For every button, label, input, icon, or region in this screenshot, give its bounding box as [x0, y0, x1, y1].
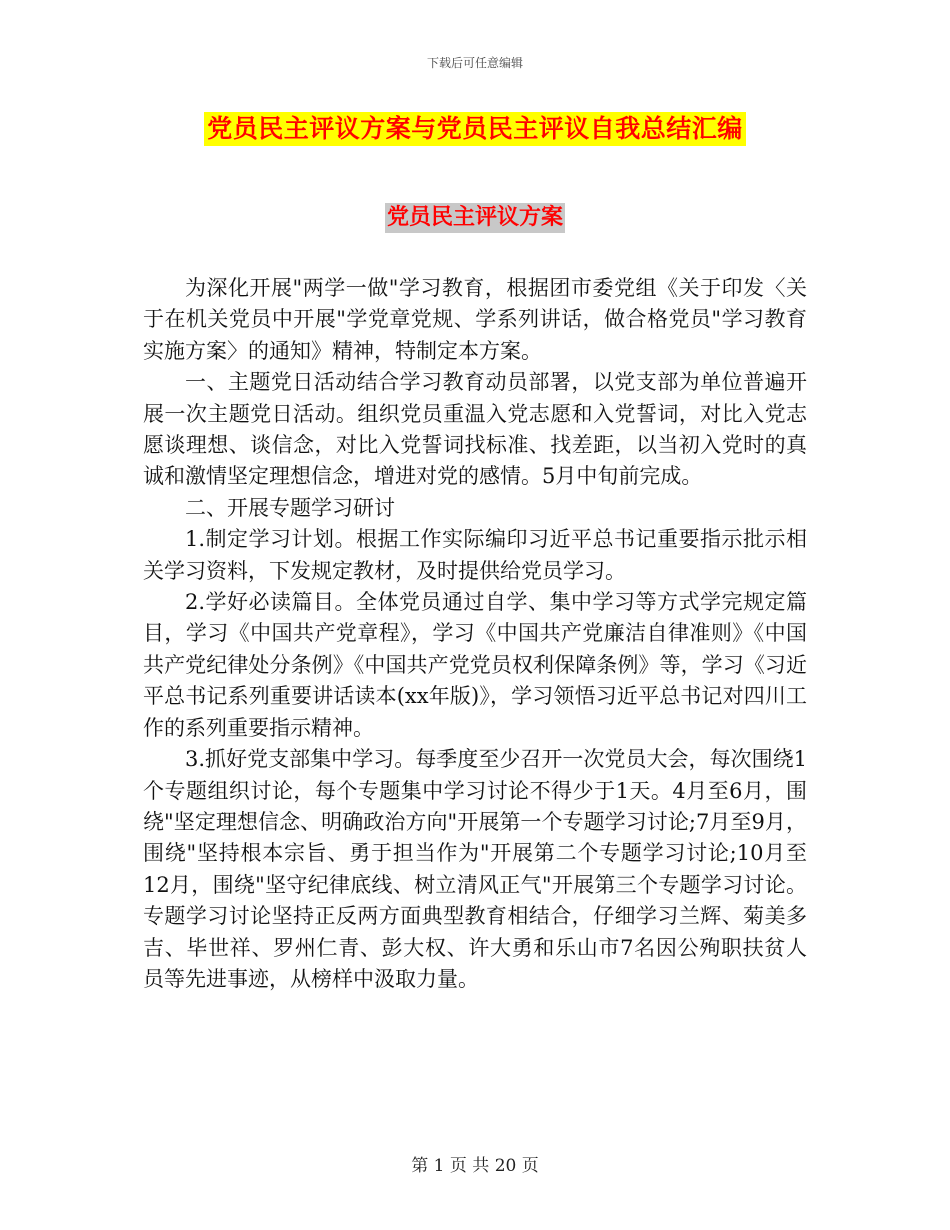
document-title-text: 党员民主评议方案与党员民主评议自我总结汇编 — [204, 112, 746, 146]
document-title — [0, 112, 950, 146]
section-title-text: 党员民主评议方案 — [385, 203, 565, 233]
paragraph-required-reading: 2.学好必读篇目。全体党员通过自学、集中学习等方式学完规定篇目，学习《中国共产党章程》，学习《中国共产党廉洁自律准则》《中国共产党纪律处分条例》《中国共产党党员权利保障条例》等，学习《习近平总书记系列重要讲话读本(xx年版)》，学习领悟习近平总书记对四川工作的系列重要指示精神。 — [143, 590, 807, 740]
paragraph-intro: 为深化开展"两学一做"学习教育，根据团市委党组《关于印发〈关于在机关党员中开展"学党章党规、学系列讲话，做合格党员"学习教育实施方案〉的通知》精神，特制定本方案。 — [143, 276, 807, 363]
page-footer: 第 1 页 共 20 页 — [411, 1156, 539, 1176]
paragraph-theme-day: 一、主题党日活动结合学习教育动员部署，以党支部为单位普遍开展一次主题党日活动。组织党员重温入党志愿和入党誓词，对比入党志愿谈理想、谈信念，对比入党誓词找标准、找差距，以当初入党时的真诚和激情坚定理想信念，增进对党的感情。5月中旬前完成。 — [143, 370, 807, 489]
paragraph-branch-study: 3.抓好党支部集中学习。每季度至少召开一次党员大会，每次围绕1个专题组织讨论，每个专题集中学习讨论不得少于1天。4月至6月，围绕"坚定理想信念、明确政治方向"开展第一个专题学习讨论;7月至9月，围绕"坚持根本宗旨、勇于担当作为"开展第二个专题学习讨论;10月至12月，围绕"坚守纪律底线、树立清风正气"开展第三个专题学习讨论。专题学习讨论坚持正反两方面典型教育相结合，仔细学习兰辉、菊美多吉、毕世祥、罗州仁青、彭大权、许大勇和乐山市7名因公殉职扶贫人员等先进事迹，从榜样中汲取力量。 — [143, 747, 807, 991]
document-body — [143, 273, 807, 995]
header-note: 下载后可任意编辑 — [426, 56, 523, 70]
paragraph-study-plan: 1.制定学习计划。根据工作实际编印习近平总书记重要指示批示相关学习资料，下发规定教材，及时提供给党员学习。 — [143, 527, 807, 583]
paragraph-heading-study: 二、开展专题学习研讨 — [185, 495, 395, 520]
section-title — [0, 203, 950, 233]
